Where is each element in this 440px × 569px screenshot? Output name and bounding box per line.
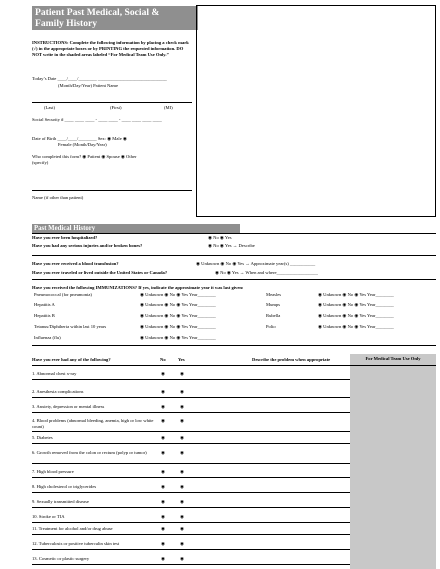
date-subcaption: (Month/Day/Year) Patient Name <box>58 83 119 88</box>
name-other-caption: Name (if other than patient) <box>32 195 84 200</box>
table-row-no-radio[interactable]: ◉ <box>161 418 166 423</box>
name-other-line[interactable] <box>32 190 192 191</box>
name-mi-caption: (MI) <box>164 105 173 110</box>
table-row-yes-radio[interactable]: ◉ <box>180 418 185 423</box>
table-row-rule <box>32 477 350 478</box>
q-rule-2 <box>32 279 436 280</box>
table-row-no-radio[interactable]: ◉ <box>161 541 166 546</box>
name-last-caption: (Last) <box>44 105 55 110</box>
q-injuries-options[interactable]: ◉ No ◉ Yes → Describe <box>208 243 255 248</box>
imm-left-name: Hepatitis B <box>34 313 55 318</box>
q-hospitalized: Have you ever been hospitalized? <box>32 235 98 240</box>
form-title-line-2: Family History <box>35 18 98 29</box>
table-row-rule <box>32 492 350 493</box>
imm-left-name: Pneumococcal (for pneumonia) <box>34 292 92 297</box>
table-describe-header: Describe the problem when appropriate <box>252 357 331 362</box>
q-transfusion-options[interactable]: ◉ Unknown ◉ No ◉ Yes → Approximate year(s) ___________ <box>196 261 316 266</box>
table-row-yes-radio[interactable]: ◉ <box>180 371 185 376</box>
table-row-yes-radio[interactable]: ◉ <box>180 469 185 474</box>
table-row-no-radio[interactable]: ◉ <box>161 499 166 504</box>
table-row-no-radio[interactable]: ◉ <box>161 389 166 394</box>
table-row-no-radio[interactable]: ◉ <box>161 526 166 531</box>
q-transfusion: Have you ever received a blood transfusion? <box>32 261 119 266</box>
table-row-rule <box>32 463 350 464</box>
table-row-rule <box>32 549 350 550</box>
table-row-label: 9. Sexually transmitted disease <box>32 499 89 504</box>
imm-left-options[interactable]: ◉ Unknown ◉ No ◉ Yes Year________ <box>140 335 216 340</box>
table-row-no-radio[interactable]: ◉ <box>161 514 166 519</box>
q-injuries: Have you had any serious injuries and/or broken bones? <box>32 243 143 248</box>
table-row-yes-radio[interactable]: ◉ <box>180 435 185 440</box>
todays-date-field[interactable]: Today’s Date ____/____/________ ______________________________ <box>32 76 167 81</box>
table-row-rule <box>32 397 350 398</box>
table-row-yes-radio[interactable]: ◉ <box>180 526 185 531</box>
table-row-no-radio[interactable]: ◉ <box>161 450 166 455</box>
table-row-yes-radio[interactable]: ◉ <box>180 484 185 489</box>
table-medical-team-header: For Medical Team Use Only <box>365 356 421 361</box>
table-row-label: 2. Anesthesia complications <box>32 389 84 394</box>
pmh-header: Past Medical History <box>32 224 240 233</box>
name-first-caption: (First) <box>110 105 122 110</box>
table-row-no-radio[interactable]: ◉ <box>161 484 166 489</box>
table-row-rule <box>32 522 350 523</box>
table-row-yes-radio[interactable]: ◉ <box>180 499 185 504</box>
table-row-label: 8. High cholesterol or triglycerides <box>32 484 97 489</box>
table-row-yes-radio[interactable]: ◉ <box>180 541 185 546</box>
table-row-rule <box>32 379 350 380</box>
table-yes-header: Yes <box>178 357 185 362</box>
table-row-no-radio[interactable]: ◉ <box>161 556 166 561</box>
table-row-rule <box>32 507 350 508</box>
imm-right-options[interactable]: ◉ Unknown ◉ No ◉ Yes Year________ <box>318 324 394 329</box>
table-row-rule <box>32 431 350 432</box>
form-title-line-1: Patient Past Medical, Social & <box>35 7 160 18</box>
table-row-label: 5. Diabetes <box>32 435 53 440</box>
imm-left-name: Tetanus/Diphtheria within last 10 years <box>34 324 107 329</box>
specify-caption: (specify) <box>32 160 49 165</box>
table-row-rule <box>32 564 350 565</box>
q-travel: Have you ever traveled or lived outside the United States or Canada? <box>32 270 168 275</box>
table-row-no-radio[interactable]: ◉ <box>161 435 166 440</box>
table-row-rule <box>32 534 350 535</box>
imm-right-options[interactable]: ◉ Unknown ◉ No ◉ Yes Year________ <box>318 302 394 307</box>
imm-right-name: Mumps <box>266 302 281 307</box>
imm-left-name: Hepatitis A <box>34 302 55 307</box>
table-row-label: 6. Growth removed from the colon or rectum (polyp or tumor) <box>32 450 147 455</box>
table-row-no-radio[interactable]: ◉ <box>161 371 166 376</box>
table-row-no-radio[interactable]: ◉ <box>161 469 166 474</box>
dob-subcaption: Female (Month/Day/Year) <box>58 142 107 147</box>
dob-field[interactable]: Date of Birth ____/____/________ Sex: ◉ Male ◉ <box>32 136 127 141</box>
table-row-yes-radio[interactable]: ◉ <box>180 514 185 519</box>
q-rule-1 <box>32 255 436 256</box>
table-question-header: Have you ever had any of the following? <box>32 357 111 362</box>
imm-right-options[interactable]: ◉ Unknown ◉ No ◉ Yes Year________ <box>318 313 394 318</box>
pmh-rule <box>32 233 436 234</box>
q-hospitalized-options[interactable]: ◉ No ◉ Yes <box>208 235 232 240</box>
table-row-label: 3. Anxiety, depression or mental illness <box>32 404 105 409</box>
table-row-rule <box>32 412 350 413</box>
imm-right-name: Measles <box>266 292 282 297</box>
imm-left-options[interactable]: ◉ Unknown ◉ No ◉ Yes Year________ <box>140 313 216 318</box>
immunization-header: Have you received the following IMMUNIZATIONS? If yes, indicate the approximate year it was last given: <box>32 285 244 290</box>
form-title <box>32 6 198 30</box>
medical-team-column <box>350 354 436 569</box>
patient-name-line[interactable] <box>32 102 192 103</box>
imm-left-options[interactable]: ◉ Unknown ◉ No ◉ Yes Year________ <box>140 324 216 329</box>
imm-right-name: Rubella <box>266 313 281 318</box>
instructions: INSTRUCTIONS: Complete the following information by placing a check mark (√) in the appropriate boxes or by PRINTING the requested information. DO NOT write in the shaded areas labeled “For Medical Team Use Only.” <box>32 40 189 57</box>
table-header-rule <box>32 365 436 366</box>
table-row-yes-radio[interactable]: ◉ <box>180 556 185 561</box>
table-row-yes-radio[interactable]: ◉ <box>180 389 185 394</box>
table-row-rule <box>32 443 350 444</box>
table-row-label: 13. Cosmetic or plastic surgery <box>32 556 90 561</box>
table-no-header: No <box>160 357 166 362</box>
table-row-label: 11. Treatment for alcohol and/or drug abuse <box>32 526 113 531</box>
q-travel-options[interactable]: ◉ No ◉ Yes → When and where__________________ <box>215 270 318 275</box>
who-completed-field[interactable]: Who completed this form? ◉ Patient ◉ Spouse ◉ Other <box>32 154 137 159</box>
imm-right-name: Polio <box>266 324 276 329</box>
imm-rule <box>32 345 436 346</box>
patient-label-box <box>196 5 436 217</box>
table-row-label: 1. Abnormal chest x-ray <box>32 371 77 376</box>
ssn-field[interactable]: Social Security # ____ ____ ____ - ____ ____ - ____ ____ ____ ____ <box>32 117 162 122</box>
imm-left-options[interactable]: ◉ Unknown ◉ No ◉ Yes Year________ <box>140 302 216 307</box>
table-row-yes-radio[interactable]: ◉ <box>180 450 185 455</box>
table-row-label: 7. High blood pressure <box>32 469 74 474</box>
imm-right-options[interactable]: ◉ Unknown ◉ No ◉ Yes Year________ <box>318 292 394 297</box>
imm-left-name: Influenza (flu) <box>34 335 61 340</box>
table-row-yes-radio[interactable]: ◉ <box>180 404 185 409</box>
table-row-label: 12. Tuberculosis or positive tuberculin skin test <box>32 541 120 546</box>
imm-left-options[interactable]: ◉ Unknown ◉ No ◉ Yes Year________ <box>140 292 216 297</box>
table-row-no-radio[interactable]: ◉ <box>161 404 166 409</box>
table-row-label: 10. Stroke or TIA <box>32 514 65 519</box>
table-row-label: 4. Blood problems (abnormal bleeding, anemia, high or low white count) <box>32 418 154 429</box>
